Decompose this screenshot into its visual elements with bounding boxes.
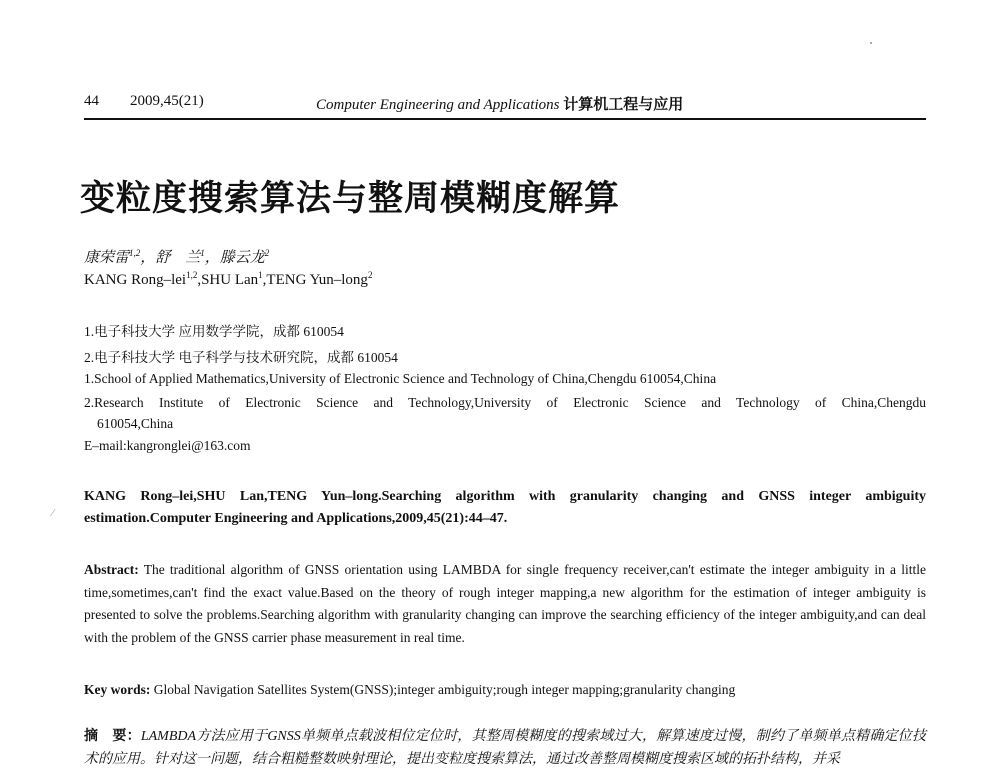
affiliation-cn-1: 1.电子科技大学 应用数学学院，成都 610054: [84, 324, 344, 339]
affiliation-cn-2: 2.电子科技大学 电子科学与技术研究院，成都 610054: [84, 350, 398, 365]
keywords-label: Key words:: [84, 682, 151, 697]
cn-abstract-label: 摘 要：: [84, 729, 141, 744]
journal-name-en: Computer Engineering and Applications: [316, 97, 560, 113]
affiliation-en-2-cont: 610054,China: [97, 416, 174, 431]
author-email: E–mail:kangronglei@163.com: [84, 438, 251, 453]
author-cn-3: ，滕云龙: [204, 250, 265, 266]
author-en-3: ,TENG Yun–long: [262, 272, 368, 288]
abstract-text: The traditional algorithm of GNSS orientation using LAMBDA for single frequency receiver,can't estimate the integer ambiguity in a little time,sometimes,can't find the exact value.Based on the theory of rough integer mapping,a new algorithm for the estimation of integer ambiguity is presented to solve the problems.Searching algorithm with granularity changing can improve the searching efficiency of the integer ambiguity,and can deal with the problem of the GNSS carrier phase measurement in real time.: [84, 562, 926, 645]
author-en-2: ,SHU Lan: [197, 272, 259, 288]
author-cn-2-affil: 1: [200, 248, 205, 258]
citation: KANG Rong–lei,SHU Lan,TENG Yun–long.Searching algorithm with granularity changing and GNSS integer ambiguity estimation.Computer Engineering and Applications,2009,45(21):44–47.: [84, 489, 926, 526]
issue-info: 2009,45(21): [130, 93, 204, 109]
author-cn-1: 康荣雷: [84, 250, 130, 266]
abstract: [84, 559, 926, 649]
affiliation-en-2: 2.Research Institute of Electronic Science and Technology,University of Electronic Science and Technology of China,Chengdu: [84, 395, 926, 410]
authors-en: [84, 272, 372, 289]
keywords: [84, 679, 926, 702]
page-number: 44: [84, 93, 99, 109]
author-en-1: KANG Rong–lei: [84, 272, 187, 288]
abstract-label: Abstract:: [84, 562, 139, 577]
author-cn-1-affil: 1,2: [129, 248, 141, 258]
author-en-2-affil: 1: [258, 270, 263, 280]
scan-speck: [870, 42, 872, 44]
paper-title: 变粒度搜索算法与整周模糊度解算: [80, 179, 621, 218]
author-cn-2: ，舒 兰: [140, 250, 201, 266]
author-en-1-affil: 1,2: [186, 270, 198, 280]
author-en-3-affil: 2: [367, 270, 373, 280]
margin-mark: ⁄: [52, 508, 54, 519]
author-cn-3-affil: 2: [264, 248, 270, 258]
journal-name: [316, 93, 683, 114]
affiliation-en-1: 1.School of Applied Mathematics,University of Electronic Science and Technology of China,Chengdu 610054,China: [84, 371, 717, 386]
authors-cn: [84, 246, 269, 267]
keywords-text: Global Navigation Satellites System(GNSS);integer ambiguity;rough integer mapping;granularity changing: [153, 682, 736, 697]
journal-name-cn: 计算机工程与应用: [563, 97, 684, 113]
cn-abstract: [84, 725, 926, 771]
cn-abstract-text: LAMBDA方法应用于GNSS单频单点载波相位定位时，其整周模糊度的搜索域过大，解算速度过慢，制约了单频单点精确定位技术的应用。针对这一问题，结合粗糙整数映射理论，提出变粒度搜索算法，通过改善整周模糊度搜索区域的拓扑结构，并采: [84, 729, 926, 767]
header-rule: [84, 118, 926, 120]
